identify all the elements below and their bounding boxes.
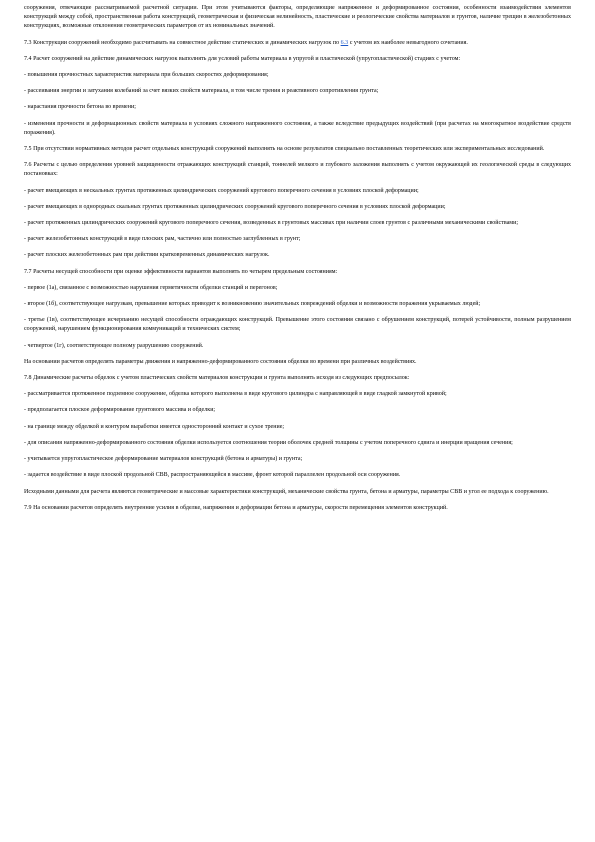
- paragraph-intro-continuation: сооружения, отвечающие рассматриваемой расчетной ситуации. При этом учитываются факторы, определяющие напряженное и деформированное состояния, особенности взаимодействия элементов конструкций между собой, пространственная работа конструкций, геометрическая и физическая нелинейность, пластические и реологические свойства материалов и грунтов, наличие трещин в железобетонных конструкциях, возможные отклонения геометрических параметров от их номинальных значений.: [24, 5, 571, 30]
- list-item-wave-loading: - задается воздействие в виде плоской продольной СВВ, распространяющейся в массиве, фронт которой параллелен продольной оси сооружения.: [24, 472, 401, 479]
- list-item-plane-frames: - расчет железобетонных конструкций в виде плоских рам, частично или полностью заглубленных в грунт;: [24, 236, 301, 243]
- paragraph-input-data: Исходными данными для расчета являются геометрические и массовые характеристики конструкций, механические свойства грунта, бетона и арматуры, параметры СВВ и угол ее подхода к сооружению.: [24, 488, 549, 495]
- list-item-plane-deformation: - предполагается плоское деформирование грунтового массива и обделки;: [24, 407, 216, 414]
- document-page: [24, 0, 571, 513]
- list-item-contact-friction: - на границе между обделкой и контуром выработки имеется односторонний контакт и сухое трение;: [24, 423, 285, 430]
- list-item-nonrock-soils: - расчет вмещающих в нескальных грунтах протяженных цилиндрических сооружений кругового поперечного сечения в условиях плоской деформации;: [24, 187, 419, 194]
- paragraph-7-3-text-after: с учетом их наиболее невыгодного сочетания.: [348, 39, 468, 46]
- paragraph-calculation-basis: На основании расчетов определять параметры движения и напряженно-деформированного состояния обделки во времени при различных воздействиях.: [24, 358, 417, 365]
- list-item-elastoplastic: - учитывается упругопластическое деформирование материалов конструкций (бетона и арматуры) и грунта;: [24, 456, 303, 463]
- paragraph-7-4: 7.4 Расчет сооружений на действие динамических нагрузок выполнять для условий работы материала в упругой и пластической (упругопластической) стадиях с учетом:: [24, 55, 461, 62]
- paragraph-7-7: 7.7 Расчеты несущей способности при оценке эффективности вариантов выполнять по четырем предельным состояниям:: [24, 268, 338, 275]
- list-item-limit-state-1v: - третье (1в), соответствующее исчерпанию несущей способности ограждающих конструкций. Превышение этого состояния связано с обрушением конструкций, потерей устойчивости, полным разрушением сооружений, нарушением функционирования коммуникаций и технических систем;: [24, 317, 571, 333]
- list-item-limit-state-1a: - первое (1а), связанное с возможностью нарушения герметичности обделки станций и перегонов;: [24, 284, 278, 291]
- paragraph-7-8: 7.8 Динамические расчеты обделок с учетом пластических свойств материалов конструкции и грунта выполнять исходя из следующих предпосылок:: [24, 375, 410, 382]
- list-item-cylinder: - рассматривается протяженное подземное сооружение, обделка которого выполнена в виде кругового цилиндра с направляющей в виде гладкой замкнутой кривой;: [24, 391, 447, 398]
- paragraph-7-3-text-before: 7.3 Конструкции сооружений необходимо рассчитывать на совместное действие статических и динамических нагрузок по: [24, 39, 341, 46]
- paragraph-7-9: 7.9 На основании расчетов определять внутренние усилия в обделке, напряжения и деформации бетона и арматуры, скорости перемещения элементов конструкций.: [24, 504, 448, 511]
- list-item-strength-increase: - повышения прочностных характеристик материала при больших скоростях деформирования;: [24, 72, 269, 79]
- paragraph-7-6: 7.6 Расчеты с целью определения уровней защищенности отражающих конструкций станций, тоннелей мелкого и глубокого заложения выполнять с учетом окружающей их геологической среды в следующих постановках:: [24, 162, 571, 178]
- list-item-strength-change: - изменения прочности и деформационных свойств материала в условиях сложного напряженного состояния, а также вследствие предыдущих воздействий (при расчетах на многократное воздействие средств поражения).: [24, 120, 571, 136]
- section-6-3-link[interactable]: 6.3: [340, 39, 349, 46]
- list-item-rock-soils: - расчет вмещающих в однородных скальных грунтах протяженных цилиндрических сооружений кругового поперечного сечения в условиях плоской деформации;: [24, 203, 446, 210]
- list-item-concrete-strength-growth: - нарастания прочности бетона во времени;: [24, 104, 136, 111]
- list-item-shell-theory: - для описания напряженно-деформированного состояния обделки используется соотношения теории оболочек средней толщины с учетом поперечного сдвига и инерции вращения сечения;: [24, 439, 513, 446]
- list-item-energy-dissipation: - рассеивания энергии и затухания колебаний за счет вязких свойств материала, в том числе трения и реактивного сопротивления грунта;: [24, 88, 379, 95]
- list-item-limit-state-1b: - второе (1б), соответствующее нагрузкам, превышение которых приводит к возникновению значительных повреждений обделки и возможности поражения укрываемых людей;: [24, 301, 481, 308]
- paragraph-7-3: [24, 39, 571, 48]
- list-item-layered-soils: - расчет протяженных цилиндрических сооружений кругового поперечного сечения, возведенных в грунтовых массивах при наличии слоев грунтов с различными механическими свойствами;: [24, 220, 519, 227]
- list-item-limit-state-1g: - четвертое (1г), соответствующее полному разрушению сооружений.: [24, 342, 204, 349]
- paragraph-7-5: 7.5 При отсутствии нормативных методов расчет отдельных конструкций сооружений выполнять на основе результатов специально поставленных теоретических или экспериментальных исследований.: [24, 146, 545, 153]
- list-item-frames-dynamic: - расчет плоских железобетонных рам при действии кратковременных динамических нагрузок.: [24, 252, 270, 259]
